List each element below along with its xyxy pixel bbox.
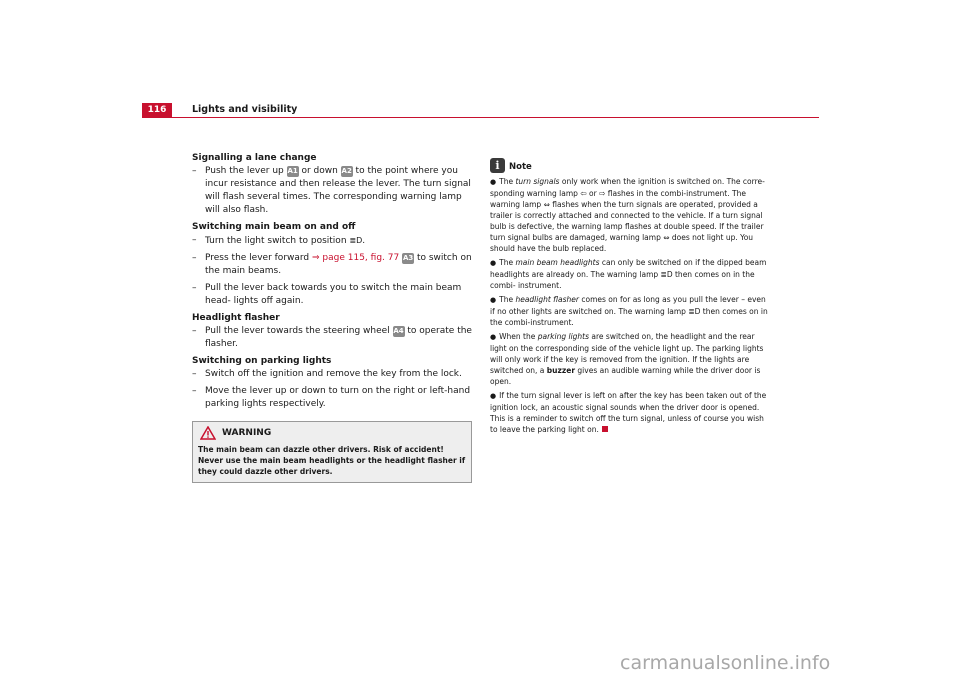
note-bullet-flasher [490, 294, 770, 328]
main-beam-icon: ≣D [688, 307, 701, 316]
warning-text: The main beam can dazzle other drivers. Risk of accident! Never use the main beam headlights or the headlight flasher if they could dazzle other drivers. [198, 445, 466, 476]
dash: – [192, 235, 197, 245]
step-text: Pull the lever back towards you to switch the main beam head- lights off again. [205, 283, 462, 306]
bullet-text: does not light up. You should have the bulb replaced. [490, 233, 754, 253]
callout-badge-a3: A3 [402, 254, 414, 262]
bullet-text: only work when the ignition is switched on. The corre- sponding warning lamp [490, 177, 765, 198]
dash: – [192, 386, 197, 396]
bullet-text: The [499, 258, 516, 267]
bullet-text: The [499, 295, 516, 304]
bullet-emphasis: headlight flasher [515, 295, 579, 304]
step-text: to operate the flasher. [205, 326, 472, 349]
note-bullet-main-beam [490, 257, 770, 291]
lane-change-step [192, 165, 472, 217]
dash: – [192, 326, 197, 336]
bullet-text: or [586, 189, 600, 198]
watermark: carmanualsonline.info [620, 652, 831, 674]
callout-badge-a1: A1 [287, 167, 298, 175]
step-text: Pull the lever towards the steering wheel [205, 326, 393, 336]
step-text: Turn the light switch to position [205, 236, 350, 246]
right-column [490, 158, 770, 435]
lane-change-heading: Signalling a lane change [192, 153, 317, 163]
step-text: . [362, 236, 366, 246]
bullet-text: then comes on in the combi- instrument. [490, 270, 755, 290]
page-reference-link[interactable]: ⇒ page 115, fig. 77 [312, 253, 400, 263]
bullet-emphasis: turn signals [515, 177, 560, 186]
turn-right-icon: ⇨ [599, 189, 606, 198]
bullet-text: If the turn signal lever is left on after the key has been taken out of the ignition lock, an acoustic signal sounds when the driver door is opened. This is a reminder to switch off the turn signal, unless of course you wish to leave the parking light on. [490, 391, 767, 434]
trailer-signal-icon: ⇔ [543, 200, 550, 209]
step-text: to switch on the main beams. [205, 253, 472, 276]
dash: – [192, 253, 197, 263]
page-number-box: 116 [142, 103, 172, 118]
warning-header [200, 426, 466, 440]
step-text: Switch off the ignition and remove the key from the lock. [205, 369, 462, 379]
flasher-step [192, 325, 472, 351]
bullet-emphasis: parking lights [537, 332, 590, 341]
flasher-heading: Headlight flasher [192, 313, 280, 323]
parking-step-2 [192, 385, 472, 411]
step-text: Move the lever up or down to turn on the right or left-hand parking lights respectively. [205, 386, 471, 409]
bullet-icon: ● [490, 392, 497, 400]
bullet-icon: ● [490, 296, 497, 304]
note-title: Note [509, 162, 532, 172]
step-text: to the point where you incur resistance and then release the lever. The turn signal will flash several times. The corresponding warning lamp will also flash. [205, 166, 471, 215]
parking-step-1 [192, 368, 472, 381]
dash: – [192, 369, 197, 379]
dash: – [192, 283, 197, 293]
main-beam-step-2 [192, 252, 472, 278]
warning-title: WARNING [222, 427, 272, 438]
turn-left-icon: ⇦ [580, 189, 587, 198]
bullet-text: When the [499, 332, 538, 341]
bullet-text: are switched on, the headlight and the rear light on the corresponding side of the vehicle light up. The parking lights will only work if the key is removed from the ignition. If the lights are switched on, a [490, 332, 764, 375]
main-beam-step-3 [192, 282, 472, 308]
warning-triangle-icon [200, 426, 216, 440]
running-head: Lights and visibility [192, 104, 298, 115]
bullet-icon: ● [490, 178, 497, 186]
bullet-text: comes on for as long as you pull the lever – even if no other lights are switched on. The warning lamp [490, 295, 766, 316]
main-beam-icon: ≣D [660, 270, 673, 279]
bullet-icon: ● [490, 333, 497, 341]
bullet-text: gives an audible warning while the driver door is open. [490, 366, 761, 386]
note-bullet-turn-signals [490, 176, 770, 254]
step-text: or down [298, 166, 341, 176]
note-bullet-reminder [490, 390, 770, 435]
note-header [490, 158, 770, 173]
section-end-mark [602, 426, 608, 432]
info-note-icon: i [490, 158, 505, 173]
step-text: Press the lever forward [205, 253, 313, 263]
bullet-text: flashes when the turn signals are operated, provided a trailer is correctly attached and connected to the vehicle. If a turn signal bulb is defective, the warning lamp flashes at double speed. If the trailer turn signal bulbs are damaged, warning lamp [490, 200, 764, 242]
callout-badge-a4: A4 [393, 327, 404, 335]
bullet-text: can only be switched on if the dipped beam headlights are already on. The warning lamp [490, 258, 767, 279]
note-bullet-parking-lights [490, 331, 770, 387]
bullet-text: The [499, 177, 516, 186]
warning-box [192, 421, 472, 483]
parking-heading: Switching on parking lights [192, 356, 332, 366]
left-column [192, 152, 472, 483]
trailer-signal-icon: ⇔ [663, 233, 670, 242]
bullet-text: then comes on in the combi-instrument. [490, 307, 768, 327]
bullet-text: flashes in the combi-instrument. The warning lamp [490, 189, 746, 209]
bullet-emphasis: main beam headlights [515, 258, 600, 267]
bullet-strong: buzzer [546, 366, 576, 375]
step-text: Push the lever up [205, 166, 287, 176]
main-beam-step-1 [192, 234, 472, 248]
header-rule [142, 117, 819, 118]
bullet-icon: ● [490, 259, 497, 267]
callout-badge-a2: A2 [341, 167, 352, 175]
main-beam-icon: ≣D [349, 236, 363, 245]
dash: – [192, 166, 197, 176]
main-beam-heading: Switching main beam on and off [192, 222, 356, 232]
